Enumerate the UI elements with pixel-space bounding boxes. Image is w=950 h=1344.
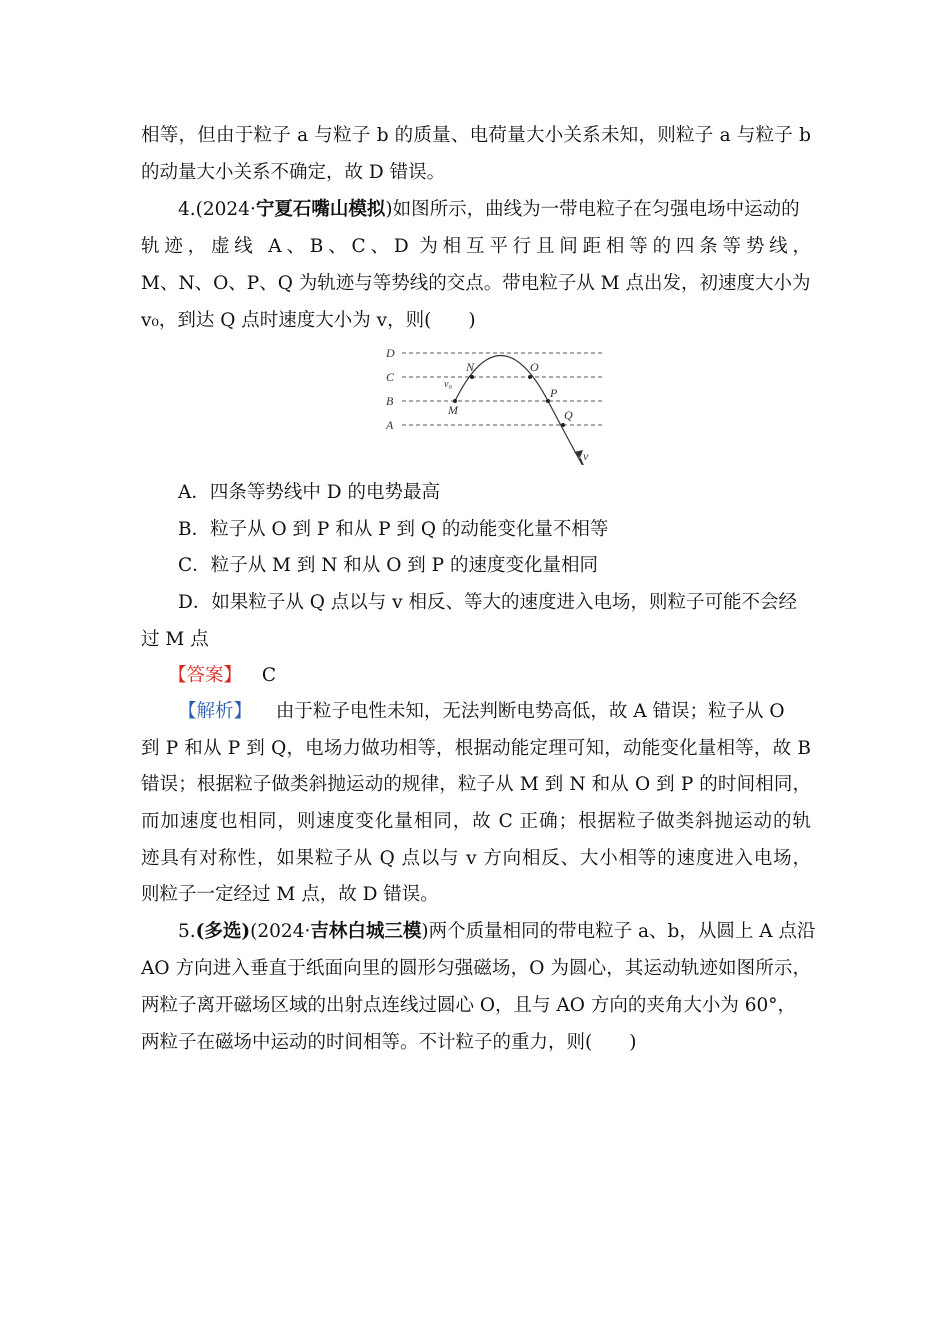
analysis-line: 则粒子一定经过 M 点，故 D 错误。 (141, 884, 439, 905)
text-line: v₀，到达 Q 点时速度大小为 v，则( ) (141, 310, 476, 331)
question-stem: 两个质量相同的带电粒子 a、b，从圆上 A 点沿 (428, 921, 816, 942)
option-a: A．四条等势线中 D 的电势最高 (178, 482, 440, 503)
analysis-line: 到 P 和从 P 到 Q，电场力做功相等，根据动能定理可知，动能变化量相等，故 B (141, 738, 811, 759)
question-source: 宁夏石嘴山模拟 (255, 199, 386, 220)
question-number: 5. (178, 921, 196, 942)
label-b: B (386, 394, 394, 408)
text-line: M、N、O、P、Q 为轨迹与等势线的交点。带电粒子从 M 点出发，初速度大小为 (141, 273, 811, 294)
analysis-line: 而加速度也相同，则速度变化量相同，故 C 正确；根据粒子做类斜抛运动的轨 (141, 811, 811, 832)
analysis-first-line (178, 699, 811, 725)
text-line: 的动量大小关系不确定，故 D 错误。 (141, 162, 446, 183)
source-suffix: ) (385, 199, 393, 220)
option-d: D．如果粒子从 Q 点以与 v 相反、等大的速度进入电场，则粒子可能不会经 (178, 592, 797, 613)
label-c: C (386, 370, 395, 384)
text-line: AO 方向进入垂直于纸面向里的圆形匀强磁场，O 为圆心，其运动轨迹如图所示， (141, 958, 811, 979)
label-a: A (386, 418, 394, 432)
analysis-label: 【解析】 (178, 701, 253, 722)
point-n (470, 375, 474, 379)
option-d-continued: 过 M 点 (141, 629, 209, 650)
source-suffix: ) (421, 921, 429, 942)
label-m: M (448, 403, 458, 417)
label-v: v (583, 449, 589, 463)
answer-label: 【答案】 (168, 665, 243, 686)
question-stem: 如图所示，曲线为一带电粒子在匀强电场中运动的 (392, 199, 800, 220)
point-q (561, 423, 565, 427)
label-n: N (466, 360, 475, 374)
question-source: 吉林白城三模 (310, 921, 422, 942)
label-v0: v₀ (444, 379, 452, 390)
text-line: 两粒子离开磁场区域的出射点连线过圆心 O，且与 AO 方向的夹角大小为 60°， (141, 995, 797, 1016)
question-5-header (178, 919, 848, 945)
analysis-line: 错误；根据粒子做类斜抛运动的规律，粒子从 M 到 N 和从 O 到 P 的时间相同， (141, 774, 811, 795)
label-q: Q (564, 408, 573, 422)
option-b: B．粒子从 O 到 P 和从 P 到 Q 的动能变化量不相等 (178, 519, 609, 540)
analysis-line: 迹具有对称性，如果粒子从 Q 点以与 v 方向相反、大小相等的速度进入电场， (141, 848, 811, 869)
answer-value: C (261, 665, 277, 686)
analysis-text: 由于粒子电性未知，无法判断电势高低，故 A 错误；粒子从 O (275, 701, 785, 722)
question-4-header (178, 197, 848, 223)
text-line: 相等，但由于粒子 a 与粒子 b 的质量、电荷量大小关系未知，则粒子 a 与粒子 b (141, 125, 811, 146)
text-line: 两粒子在磁场中运动的时间相等。不计粒子的重力，则( ) (141, 1032, 637, 1053)
point-o (528, 375, 532, 379)
question-tag: (多选) (195, 921, 251, 942)
equipotential-figure (380, 340, 610, 465)
label-o: O (530, 360, 539, 374)
question-number: 4. (178, 199, 196, 220)
option-c: C．粒子从 M 到 N 和从 O 到 P 的速度变化量相同 (178, 555, 598, 576)
source-prefix: (2024· (195, 199, 256, 220)
label-p: P (550, 386, 558, 400)
text-line: 轨迹，虚线 A、B、C、D 为相互平行且间距相等的四条等势线， (141, 236, 811, 257)
answer-row (168, 663, 838, 689)
label-d: D (386, 346, 395, 360)
source-prefix: (2024· (250, 921, 311, 942)
